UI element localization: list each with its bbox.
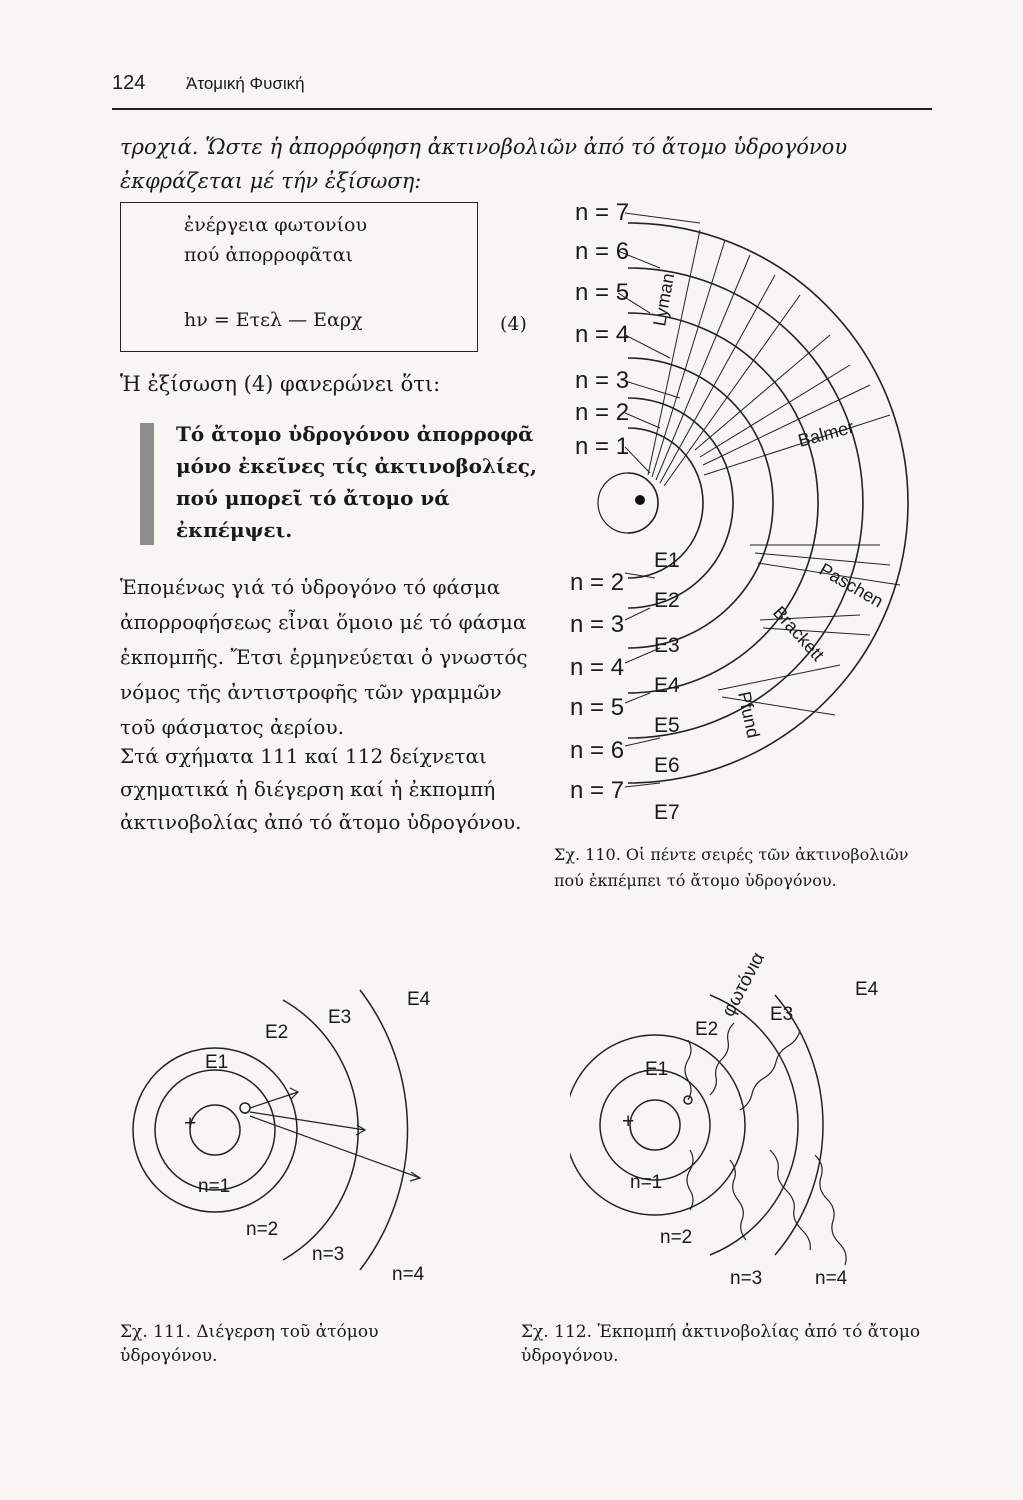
orbit-n3 — [710, 995, 798, 1255]
fig111-level-label: n=4 — [392, 1264, 425, 1285]
photons-label: φωτόνια — [717, 948, 770, 1021]
figure-111-caption: Σχ. 111. Διέγερση τοῦ ἀτόμου ὑδρογόνου. — [120, 1322, 379, 1366]
fig111-energy-label: E2 — [265, 1022, 289, 1043]
fig110-lower-level: n = 7 — [570, 777, 625, 804]
fig110-energy-label: E4 — [654, 674, 680, 697]
fig111-level-label: n=3 — [312, 1244, 345, 1265]
electron — [240, 1103, 250, 1113]
fig110-energy-label: E5 — [654, 714, 680, 737]
fig111-level-label: n=2 — [246, 1219, 279, 1240]
equation-number: (4) — [500, 313, 527, 335]
series-pfund: Pfund — [734, 689, 764, 740]
fig110-lower-level: n = 3 — [570, 611, 625, 638]
inner-circle — [630, 1100, 680, 1150]
fig112-energy-label: E1 — [645, 1059, 669, 1080]
figure-112-diagram — [570, 940, 900, 1300]
pfund-lines — [718, 665, 840, 715]
fig111-energy-label: E3 — [328, 1007, 352, 1028]
equation-formula: hν = Eτελ — Eαρχ — [184, 309, 363, 331]
intro-text: τροχιά. Ὥστε ἡ ἀπορρόφηση ἀκτινοβολιῶν ἀπό τό ἄτομο ὑδρογόνου ἐκφράζεται μέ τήν ἐξίσωση: — [120, 135, 848, 193]
figure-112-caption: Σχ. 112. Ἐκπομπή ἀκτινοβολίας ἀπό τό ἄτομο ὑδρογόνου. — [521, 1322, 921, 1366]
series-brackett: Brackett — [769, 602, 829, 665]
orbit-n3 — [283, 1000, 358, 1260]
fig110-energy-label: E6 — [654, 754, 680, 777]
fig110-lower-level: n = 2 — [570, 569, 625, 596]
nucleus-sign: + — [622, 1110, 635, 1133]
series-paschen: Paschen — [816, 559, 887, 612]
figure-110-caption: Σχ. 110. Οἱ πέντε σειρές τῶν ἀκτινοβολιῶν πού ἐκπέμπει τό ἄτομο ὑδρογόνου. — [554, 845, 909, 890]
fig112-level-label: n=1 — [630, 1172, 663, 1193]
fig110-upper-level: n = 7 — [575, 199, 630, 226]
fig110-energy-label: E1 — [654, 549, 680, 572]
fig110-lower-level: n = 4 — [570, 654, 625, 681]
fig110-energy-label: E7 — [654, 801, 680, 824]
fig112-energy-label: E3 — [770, 1004, 794, 1025]
fig112-level-label: n=2 — [660, 1227, 693, 1248]
fig111-energy-label: E1 — [205, 1052, 229, 1073]
lyman-lines — [648, 230, 800, 486]
page-number: 124 — [112, 72, 146, 94]
highlight-bar — [140, 423, 154, 545]
figure-110-diagram — [550, 185, 940, 830]
header-rule — [112, 108, 932, 110]
orbit-n4 — [360, 990, 408, 1270]
balmer-lines — [695, 335, 890, 475]
fig112-energy-label: E2 — [695, 1019, 719, 1040]
fig110-energy-label: E3 — [654, 634, 680, 657]
nucleus-dot — [635, 495, 645, 505]
fig110-upper-level: n = 6 — [575, 238, 630, 265]
shows-text: Ἡ ἐξίσωση (4) φανερώνει ὅτι: — [120, 372, 441, 396]
running-title: Ἀτομική Φυσική — [186, 74, 305, 93]
equation-line-2: πού ἀπορροφᾶται — [184, 244, 353, 266]
fig112-energy-label: E4 — [855, 979, 879, 1000]
inner-circle — [190, 1105, 240, 1155]
orbit-n1 — [600, 1070, 710, 1180]
nucleus-sign: + — [184, 1112, 197, 1135]
fig111-level-label: n=1 — [198, 1176, 231, 1197]
fig110-upper-level: n = 1 — [575, 433, 630, 460]
series-lyman: Lyman — [649, 271, 679, 328]
fig110-upper-level: n = 3 — [575, 367, 630, 394]
fig110-energy-label: E2 — [654, 589, 680, 612]
orbit-core-circle — [598, 473, 658, 533]
fig112-level-label: n=4 — [815, 1268, 848, 1289]
fig112-level-label: n=3 — [730, 1268, 763, 1289]
equation-line-1: ἐνέργεια φωτονίου — [184, 214, 368, 236]
fig111-energy-label: E4 — [407, 989, 431, 1010]
highlight-statement: Τό ἄτομο ὑδρογόνου ἀπορροφᾶ μόνο ἐκεῖνες τίς ἀκτινοβολίες, πού μπορεῖ τό ἄτομο νά ἐκπέμψει. — [176, 422, 537, 542]
series-balmer: Balmer — [795, 416, 857, 451]
fig110-lower-level: n = 6 — [570, 737, 625, 764]
fig110-upper-level: n = 4 — [575, 321, 630, 348]
paragraph-absorption: Ἑπομένως γιά τό ὑδρογόνο τό φάσμα ἀπορροφήσεως εἶναι ὅμοιο μέ τό φάσμα ἐκπομπῆς. Ἔτσι ἑρμηνεύεται ὁ γνωστός νόμος τῆς ἀντιστροφῆς τῶν γραμμῶν τοῦ φάσματος ἀερίου. — [120, 575, 528, 739]
fig110-lower-level: n = 5 — [570, 694, 625, 721]
paragraph-figures: Στά σχήματα 111 καί 112 δείχνεται σχηματικά ἡ διέγερση καί ἡ ἐκπομπή ἀκτινοβολίας ἀπό τό ἄτομο ὑδρογόνου. — [120, 744, 522, 834]
fig110-upper-level: n = 5 — [575, 279, 630, 306]
figure-111-diagram — [100, 980, 480, 1310]
orbit-n1 — [155, 1070, 275, 1190]
fig110-upper-level: n = 2 — [575, 399, 630, 426]
